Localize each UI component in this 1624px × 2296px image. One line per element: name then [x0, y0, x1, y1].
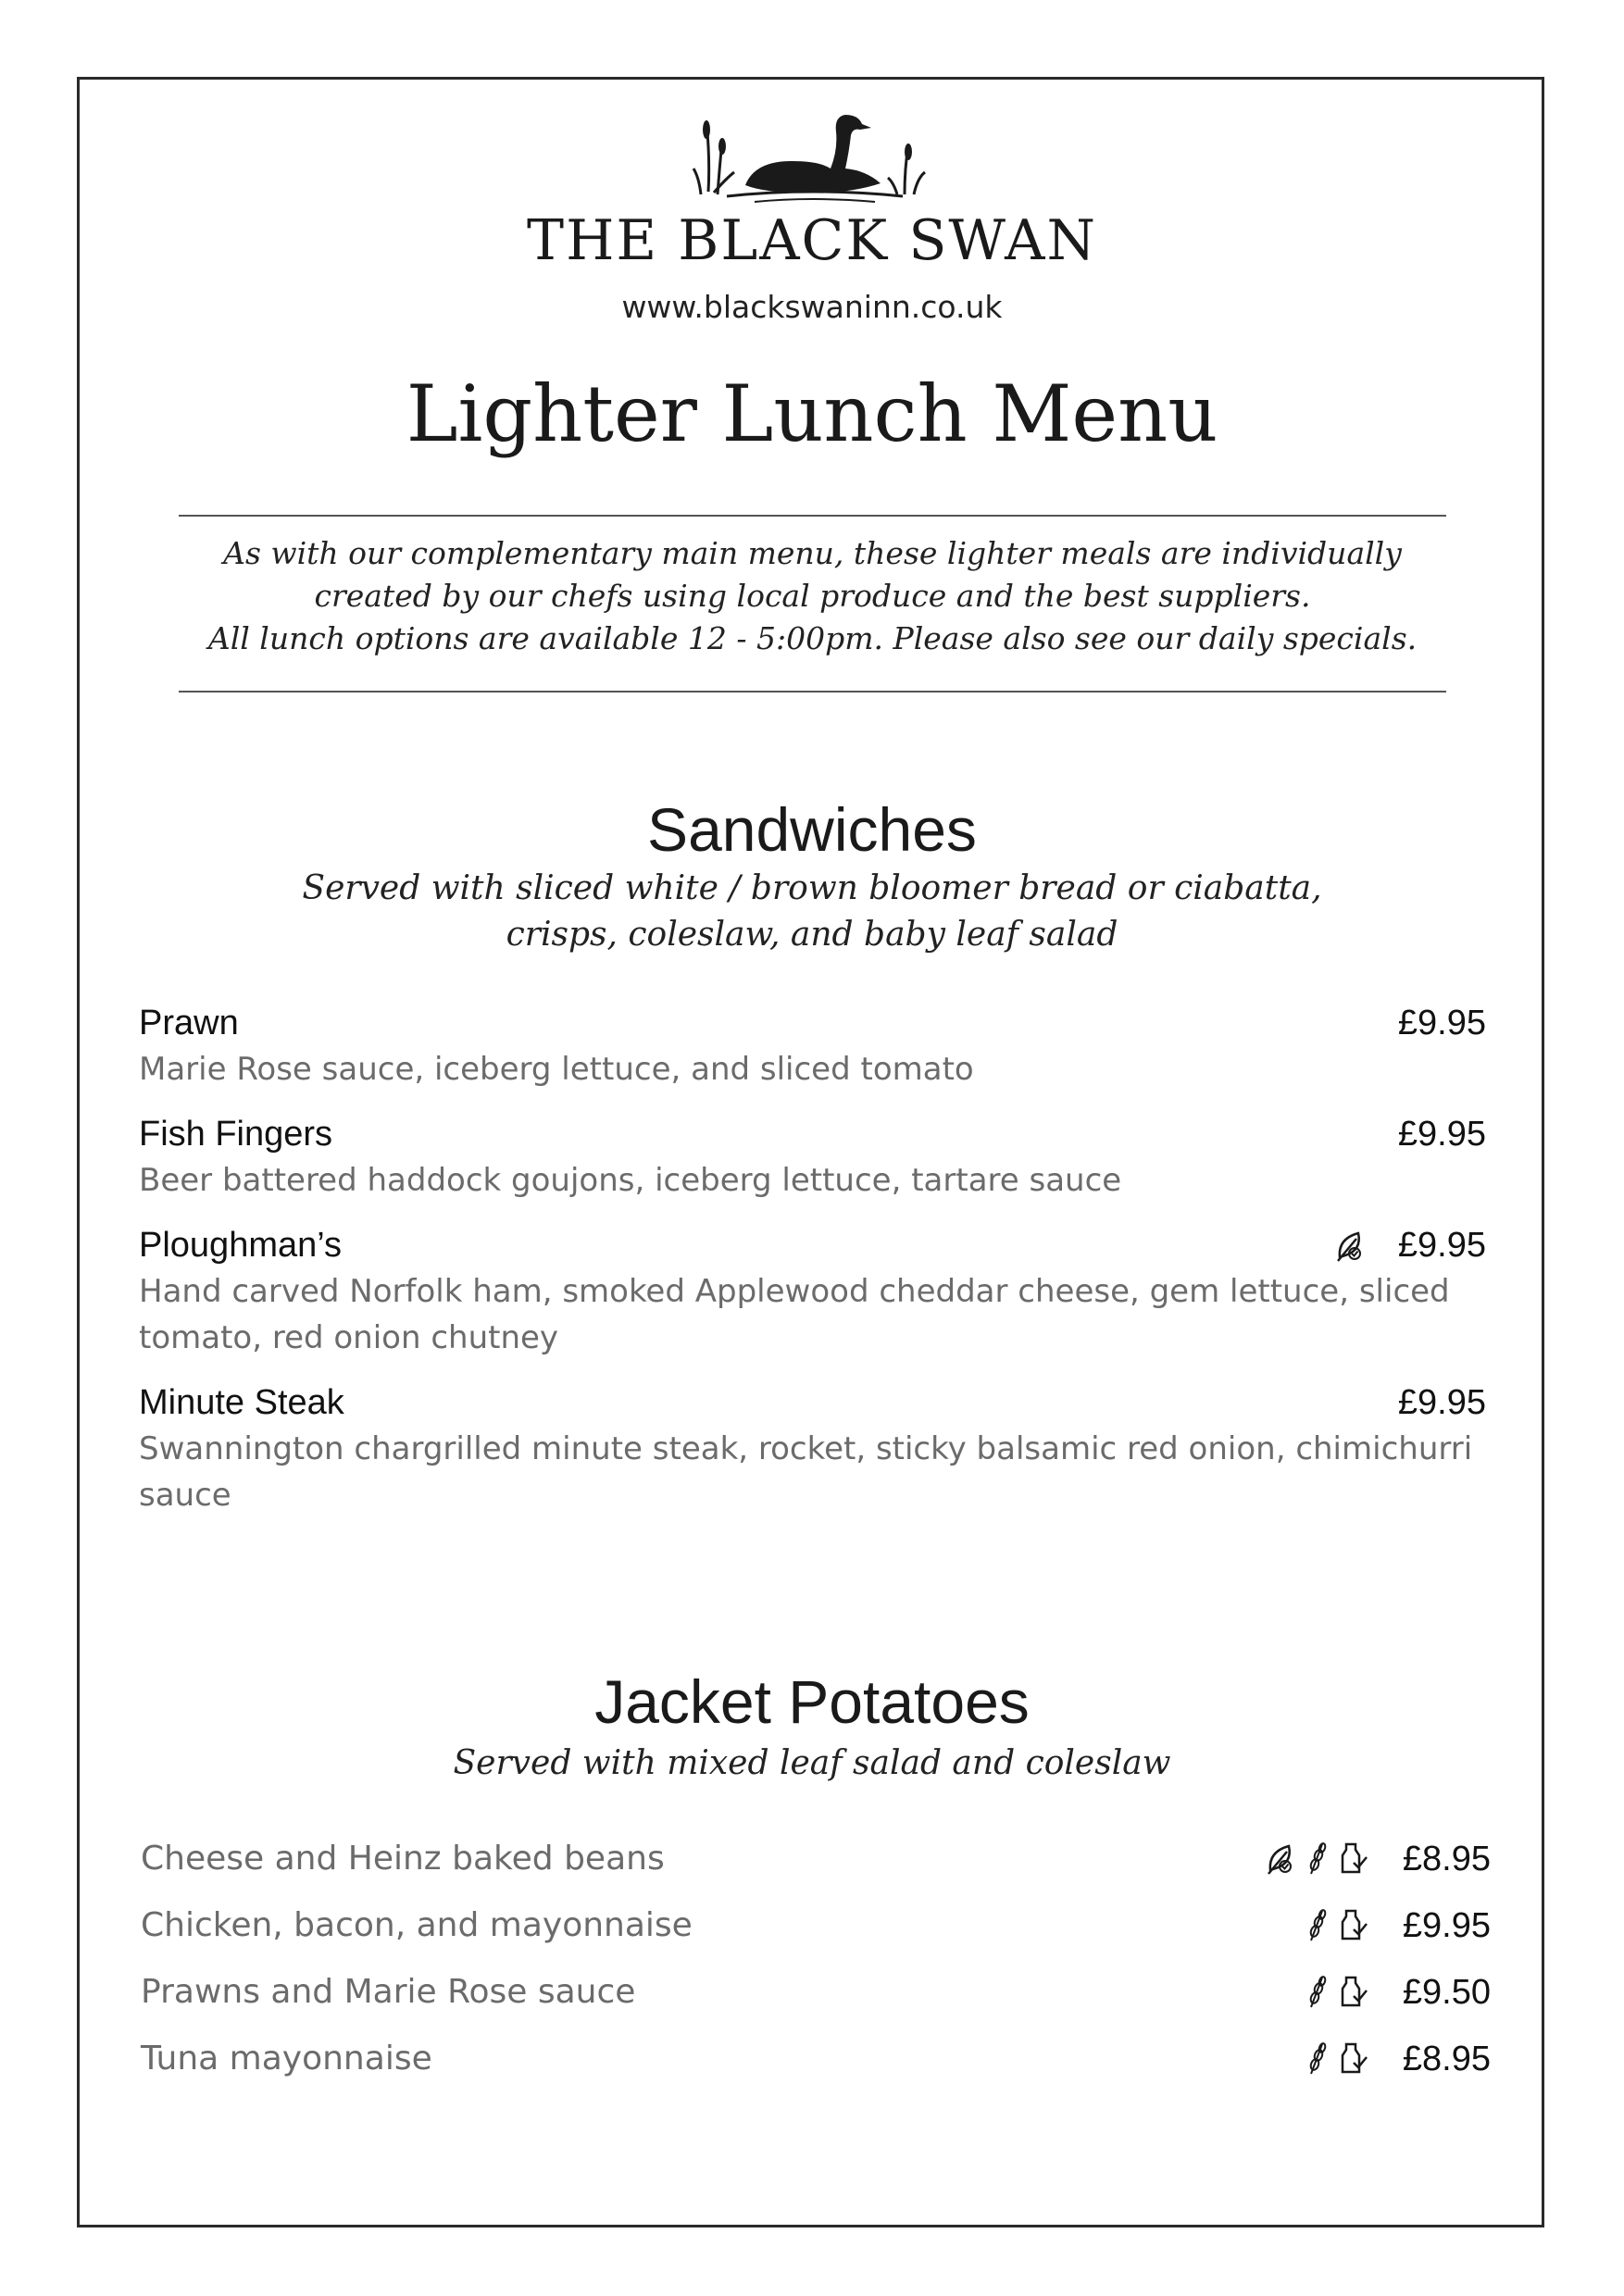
sandwiches-heading: Sandwiches [647, 795, 977, 864]
list-item [141, 1966, 1491, 2018]
menu-item [139, 1000, 1486, 1092]
item-price: £9.95 [1397, 1004, 1486, 1042]
item-price: £9.95 [1397, 1226, 1486, 1265]
brand-name: THE BLACK SWAN [527, 208, 1097, 273]
dairy-free-bottle-icon [1339, 1974, 1370, 2009]
item-price: £8.95 [1402, 2040, 1491, 2078]
item-price: £9.95 [1402, 1906, 1491, 1945]
dietary-icons [1302, 1907, 1370, 1942]
menu-item [139, 1222, 1486, 1361]
item-name: Minute Steak [139, 1383, 344, 1422]
item-description: Swannington chargrilled minute steak, rocket, sticky balsamic red onion, chimichurri sauce [139, 1430, 1473, 1514]
dietary-icons [1334, 1228, 1366, 1263]
item-name: Prawn [139, 1004, 239, 1042]
jacket-potatoes-subtitle: Served with mixed leaf salad and coleslaw [453, 1744, 1171, 1782]
dietary-icons [1265, 1841, 1370, 1876]
page-title: Lighter Lunch Menu [406, 368, 1218, 459]
vegetarian-leaf-icon [1265, 1841, 1296, 1876]
intro-line: As with our complementary main menu, these lighter meals are individually [223, 535, 1402, 571]
list-item [141, 1900, 1491, 1952]
divider-top [179, 515, 1446, 517]
item-price: £9.95 [1397, 1115, 1486, 1154]
item-name: Fish Fingers [139, 1115, 333, 1154]
dairy-free-bottle-icon [1339, 2040, 1370, 2076]
item-description: Hand carved Norfolk ham, smoked Applewood cheddar cheese, gem lettuce, sliced tomato, red onion chutney [139, 1273, 1450, 1356]
item-name: Chicken, bacon, and mayonnaise [141, 1906, 693, 1944]
vegetarian-leaf-icon [1334, 1228, 1366, 1263]
gluten-free-wheat-icon [1302, 1841, 1333, 1876]
divider-bottom [179, 691, 1446, 693]
gluten-free-wheat-icon [1302, 1907, 1333, 1942]
item-description: Marie Rose sauce, iceberg lettuce, and sliced tomato [139, 1051, 974, 1088]
item-price: £9.50 [1402, 1973, 1491, 2012]
gluten-free-wheat-icon [1302, 1974, 1333, 2009]
list-item [141, 2033, 1491, 2085]
item-name: Cheese and Heinz baked beans [141, 1840, 665, 1878]
item-name: Tuna mayonnaise [141, 2040, 432, 2078]
dietary-icons [1302, 1974, 1370, 2009]
list-item [141, 1833, 1491, 1885]
gluten-free-wheat-icon [1302, 2040, 1333, 2076]
jacket-potatoes-heading: Jacket Potatoes [594, 1667, 1030, 1736]
menu-item [139, 1379, 1486, 1518]
intro-line: All lunch options are available 12 - 5:00pm. Please also see our daily specials. [207, 620, 1418, 656]
item-description: Beer battered haddock goujons, iceberg lettuce, tartare sauce [139, 1162, 1122, 1199]
subtitle-line: Served with sliced white / brown bloomer bread or ciabatta, [302, 869, 1322, 907]
intro-line: created by our chefs using local produce and the best suppliers. [314, 578, 1311, 614]
subtitle-line: crisps, coleslaw, and baby leaf salad [506, 916, 1118, 954]
sandwiches-subtitle [0, 866, 1624, 958]
menu-item [139, 1111, 1486, 1204]
website-url[interactable]: www.blackswaninn.co.uk [621, 289, 1003, 325]
item-price: £8.95 [1402, 1840, 1491, 1878]
item-name: Prawns and Marie Rose sauce [141, 1973, 636, 2011]
dairy-free-bottle-icon [1339, 1841, 1370, 1876]
item-name: Ploughman’s [139, 1226, 343, 1265]
item-price: £9.95 [1397, 1383, 1486, 1422]
dietary-icons [1302, 2040, 1370, 2076]
dairy-free-bottle-icon [1339, 1907, 1370, 1942]
black-swan-logo-icon [690, 104, 934, 206]
intro-text [179, 532, 1446, 660]
